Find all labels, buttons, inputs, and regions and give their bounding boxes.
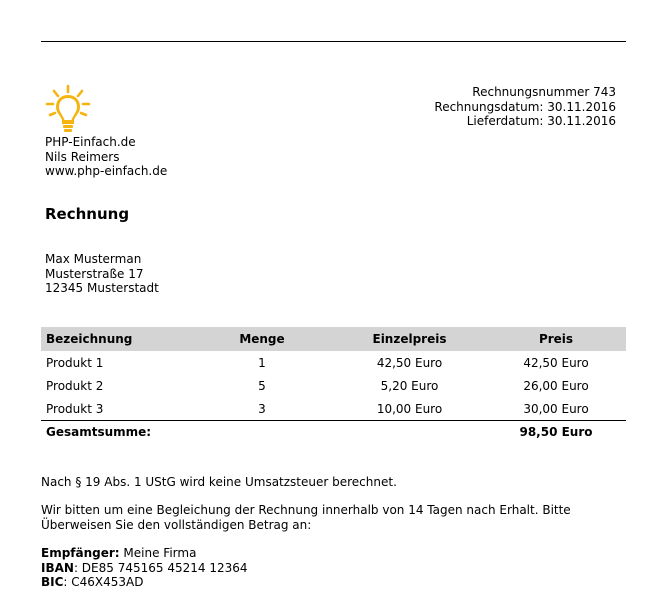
row-unit-price: 5,20 Euro bbox=[380, 378, 439, 393]
column-header-price: Preis bbox=[486, 327, 626, 351]
bank-details bbox=[41, 546, 248, 590]
total-empty-unit-price bbox=[333, 421, 486, 444]
table-row bbox=[41, 351, 626, 374]
recipient-address bbox=[45, 252, 159, 296]
bank-recipient-label: Empfänger: bbox=[41, 546, 120, 560]
total-empty-quantity bbox=[191, 421, 333, 444]
row-unit-price: 42,50 Euro bbox=[376, 355, 443, 370]
total-value: 98,50 Euro bbox=[486, 421, 626, 444]
row-quantity: 5 bbox=[258, 378, 266, 393]
tax-note: Nach § 19 Abs. 1 UStG wird keine Umsatzsteuer berechnet. bbox=[41, 475, 397, 489]
row-price: 42,50 Euro bbox=[523, 355, 589, 370]
page-title: Rechnung bbox=[45, 205, 130, 223]
recipient-name: Max Musterman bbox=[45, 252, 142, 266]
invoice-table bbox=[41, 327, 626, 443]
bank-bic-label: BIC bbox=[41, 575, 64, 589]
bank-bic-line bbox=[41, 575, 248, 590]
row-unit-price: 10,00 Euro bbox=[376, 401, 443, 416]
invoice-date: Rechnungsdatum: 30.11.2016 bbox=[434, 99, 616, 114]
invoice-meta bbox=[434, 85, 616, 129]
sender-website: www.php-einfach.de bbox=[45, 164, 168, 178]
sender-address bbox=[45, 135, 167, 179]
sender-company: PHP-Einfach.de bbox=[45, 135, 136, 149]
row-quantity: 3 bbox=[258, 401, 266, 416]
row-description: Produkt 2 bbox=[46, 378, 104, 393]
invoice-number: Rechnungsnummer 743 bbox=[472, 85, 616, 99]
bank-iban-value: : DE85 745165 45214 12364 bbox=[73, 560, 248, 575]
table-row bbox=[41, 397, 626, 421]
column-header-description: Bezeichnung bbox=[41, 327, 191, 351]
top-rule bbox=[41, 41, 626, 42]
total-row bbox=[41, 421, 626, 444]
lightbulb-icon bbox=[44, 84, 92, 134]
column-header-quantity: Menge bbox=[191, 327, 333, 351]
row-description: Produkt 1 bbox=[46, 355, 104, 370]
row-description: Produkt 3 bbox=[46, 401, 104, 416]
recipient-city: 12345 Musterstadt bbox=[45, 281, 159, 295]
row-quantity: 1 bbox=[258, 355, 266, 370]
bank-recipient-line bbox=[41, 546, 248, 561]
delivery-date: Lieferdatum: 30.11.2016 bbox=[466, 114, 616, 128]
bank-recipient-value: Meine Firma bbox=[119, 546, 197, 560]
total-label: Gesamtsumme: bbox=[41, 421, 191, 444]
table-row bbox=[41, 374, 626, 397]
row-price: 30,00 Euro bbox=[523, 401, 589, 416]
column-header-unit-price: Einzelpreis bbox=[333, 327, 486, 351]
payment-request: Wir bitten um eine Begleichung der Rechnung innerhalb von 14 Tagen nach Erhalt. Bitte Überweisen Sie den vollständigen Betrag an: bbox=[41, 503, 571, 532]
bank-iban-label: IBAN bbox=[41, 560, 74, 575]
bank-bic-value: : C46X453AD bbox=[63, 575, 144, 589]
bank-iban-line bbox=[41, 561, 248, 576]
recipient-street: Musterstraße 17 bbox=[45, 266, 144, 281]
row-price: 26,00 Euro bbox=[523, 378, 589, 393]
sender-name: Nils Reimers bbox=[45, 149, 120, 164]
table-header-row bbox=[41, 327, 626, 351]
